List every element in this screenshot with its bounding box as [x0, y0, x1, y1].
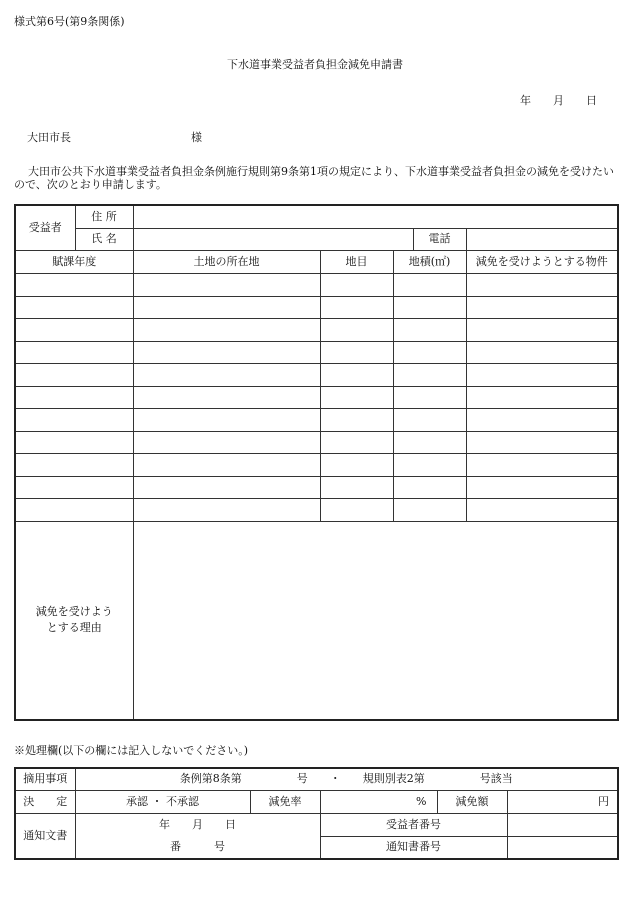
table-row [15, 273, 618, 296]
processing-table [14, 767, 619, 860]
notice-document-label: 通知文書 [15, 813, 75, 859]
table-row [15, 498, 618, 521]
table-row [15, 453, 618, 476]
notice-date: 年 月 日 [75, 813, 320, 836]
table-row [15, 386, 618, 408]
intro-text: 大田市公共下水道事業受益者負担金条例施行規則第9条第1項の規定により、下水道事業受益者負担金の減免を受けたいので、次のとおり申請します。 [14, 165, 614, 191]
beneficiary-number-label: 受益者番号 [320, 813, 507, 836]
col-header-year: 賦課年度 [15, 250, 133, 273]
table-row [15, 341, 618, 363]
notice-number-label: 通知書番号 [320, 836, 507, 859]
notice-number-field[interactable] [507, 836, 618, 859]
application-table [14, 204, 619, 721]
addressee: 大田市長 [27, 131, 71, 144]
decision-value: 承認 ・ 不承認 [75, 790, 250, 813]
reduction-rate-label: 減免率 [250, 790, 320, 813]
reason-label: 減免を受けようとする理由 [15, 521, 133, 720]
address-field[interactable] [133, 205, 618, 228]
notice-number: 番 号 [75, 836, 320, 859]
applicant-label: 受益者 [15, 205, 75, 250]
reduction-rate-unit: % [320, 790, 437, 813]
address-label: 住 所 [75, 205, 133, 228]
reason-field[interactable] [133, 521, 618, 720]
form-number: 様式第6号(第9条関係) [14, 15, 125, 28]
table-row [15, 296, 618, 318]
processing-note: ※処理欄(以下の欄には記入しないでください。) [14, 744, 249, 757]
name-field[interactable] [133, 228, 413, 250]
honorific: 様 [191, 131, 202, 144]
col-header-land-category: 地目 [320, 250, 393, 273]
name-label: 氏 名 [75, 228, 133, 250]
col-header-area: 地積(㎡) [393, 250, 466, 273]
reduction-amount-label: 減免額 [437, 790, 507, 813]
table-row [15, 431, 618, 453]
table-row [15, 408, 618, 431]
phone-field[interactable] [466, 228, 618, 250]
date-line: 年 月 日 [520, 94, 597, 107]
reduction-amount-unit: 円 [507, 790, 618, 813]
table-row [15, 318, 618, 341]
phone-label: 電話 [413, 228, 466, 250]
table-row [15, 476, 618, 498]
col-header-property: 減免を受けようとする物件 [466, 250, 618, 273]
applicable-items-label: 摘用事項 [15, 768, 75, 790]
applicable-items-text: 条例第8条第 号 ・ 規則別表2第 号該当 [75, 768, 618, 790]
col-header-location: 土地の所在地 [133, 250, 320, 273]
form-title: 下水道事業受益者負担金減免申請書 [227, 58, 403, 71]
table-row [15, 363, 618, 386]
decision-label: 決 定 [15, 790, 75, 813]
beneficiary-number-field[interactable] [507, 813, 618, 836]
